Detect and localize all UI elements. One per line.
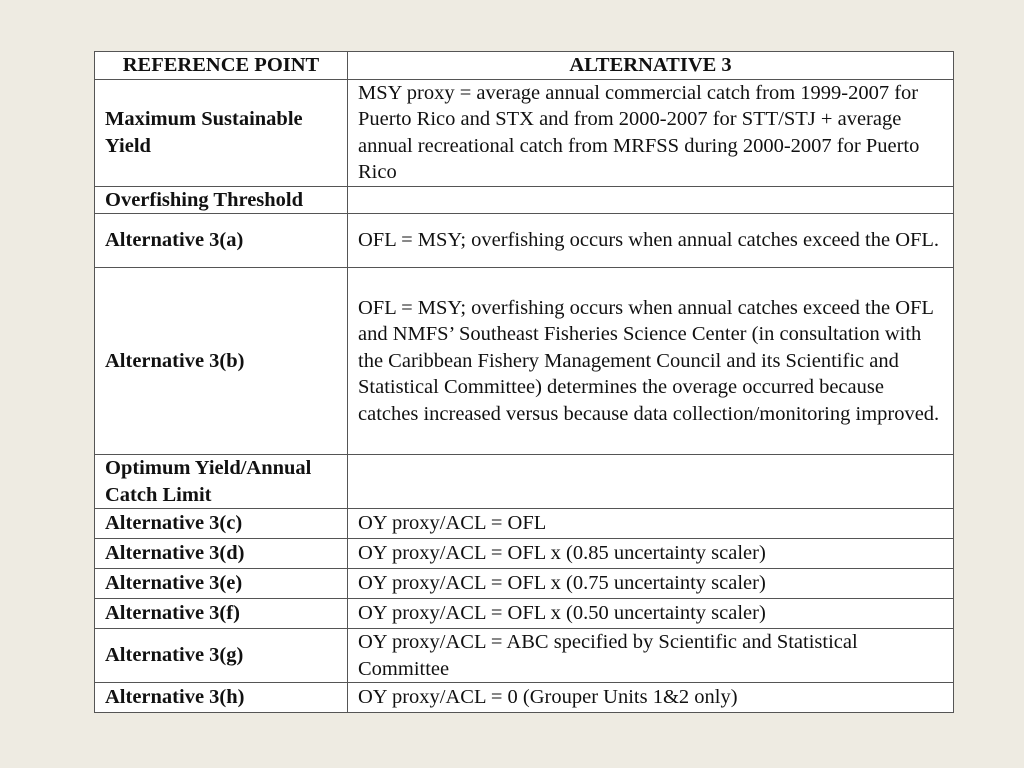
alt-3f-value: OY proxy/ACL = OFL x (0.50 uncertainty scaler) <box>348 599 954 629</box>
alt-3e-label: Alternative 3(e) <box>95 569 348 599</box>
table-row <box>95 683 954 713</box>
msy-label: Maximum Sustainable Yield <box>95 79 348 186</box>
table-row <box>95 629 954 683</box>
alt-3a-value: OFL = MSY; overfishing occurs when annual catches exceed the OFL. <box>348 214 954 268</box>
table-row <box>95 509 954 539</box>
alt-3c-label: Alternative 3(c) <box>95 509 348 539</box>
optimum-yield-label: Optimum Yield/Annual Catch Limit <box>95 455 348 509</box>
alt-3e-value: OY proxy/ACL = OFL x (0.75 uncertainty scaler) <box>348 569 954 599</box>
table-row <box>95 186 954 214</box>
table-row <box>95 569 954 599</box>
alt-3h-label: Alternative 3(h) <box>95 683 348 713</box>
overfishing-threshold-value <box>348 186 954 214</box>
alt-3d-label: Alternative 3(d) <box>95 539 348 569</box>
table-row <box>95 268 954 455</box>
table-row <box>95 599 954 629</box>
table-row <box>95 79 954 186</box>
alt-3b-value: OFL = MSY; overfishing occurs when annual catches exceed the OFL and NMFS’ Southeast Fisheries Science Center (in consultation with the Caribbean Fishery Management Council and its Scientific and Statistical Committee) determines the overage occurred because catches increased versus because data collection/monitoring improved. <box>348 268 954 455</box>
alt-3g-label: Alternative 3(g) <box>95 629 348 683</box>
table-row <box>95 539 954 569</box>
table-row <box>95 455 954 509</box>
overfishing-threshold-label: Overfishing Threshold <box>95 186 348 214</box>
table-header-row <box>95 52 954 80</box>
alt-3c-value: OY proxy/ACL = OFL <box>348 509 954 539</box>
reference-point-table <box>94 51 954 713</box>
alt-3h-value: OY proxy/ACL = 0 (Grouper Units 1&2 only) <box>348 683 954 713</box>
alt-3g-value: OY proxy/ACL = ABC specified by Scientific and Statistical Committee <box>348 629 954 683</box>
alt-3f-label: Alternative 3(f) <box>95 599 348 629</box>
msy-value: MSY proxy = average annual commercial catch from 1999-2007 for Puerto Rico and STX and from 2000-2007 for STT/STJ + average annual recreational catch from MRFSS during 2000-2007 for Puerto Rico <box>348 79 954 186</box>
table-row <box>95 214 954 268</box>
optimum-yield-value <box>348 455 954 509</box>
alt-3a-label: Alternative 3(a) <box>95 214 348 268</box>
header-alternative-3: ALTERNATIVE 3 <box>348 52 954 80</box>
alt-3b-label: Alternative 3(b) <box>95 268 348 455</box>
alt-3d-value: OY proxy/ACL = OFL x (0.85 uncertainty scaler) <box>348 539 954 569</box>
header-reference-point: REFERENCE POINT <box>95 52 348 80</box>
